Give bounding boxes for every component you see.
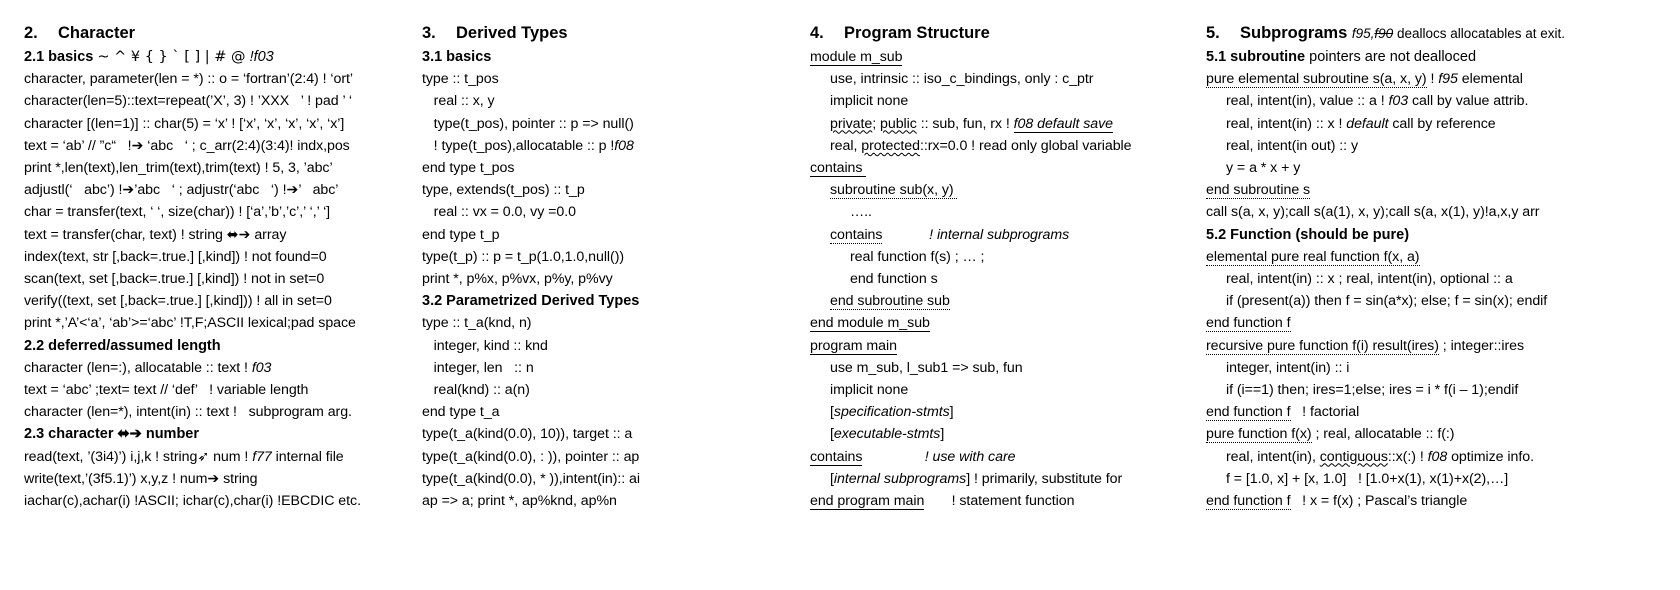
- code-line: real, intent(in) :: x ; real, intent(in), optional :: a: [1226, 271, 1513, 288]
- code-line: verify((text, set [,back=.true.] [,kind])) ! all in set=0: [24, 293, 332, 310]
- code-line: end function s: [850, 271, 938, 288]
- code-line: [1206, 246, 1676, 268]
- placeholder-internal-subprograms: internal subprograms: [833, 470, 967, 487]
- keyword-elemental-pure-function: elemental pure real function f(x, a): [1206, 248, 1420, 265]
- code-line: f = [1.0, x] + [x, 1.0] ! [1.0+x(1), x(1)+x(2),…]: [1226, 470, 1509, 487]
- code-line: ap => a; print *, ap%knd, ap%n: [422, 493, 617, 510]
- code-line: character (len=:), allocatable :: text ! f03: [24, 359, 272, 376]
- code-line: pure elemental subroutine s(a, x, y) ! f95 elemental: [1206, 71, 1523, 88]
- code-line: [810, 446, 1196, 468]
- subheading-2-1: 2.1 basics ~ ^ ¥ { } ` [ ] | # @ !f03: [24, 49, 274, 65]
- code-line: implicit none: [830, 93, 909, 110]
- code-line: text = ‘abc’ ;text= text // ‘def’ ! variable length: [24, 382, 309, 399]
- code-line: real :: vx = 0.0, vy =0.0: [422, 204, 576, 221]
- std-tag-f08: f08: [614, 137, 634, 154]
- std-tag-f03: f03: [251, 359, 272, 376]
- code-line: type(t_a(kind(0.0), 10)), target :: a: [422, 426, 633, 443]
- keyword-subroutine-sub: subroutine sub(x, y): [830, 182, 958, 199]
- code-line: text = ‘ab’ // ”c“ !➔ ‘abc ‘ ; c_arr(2:4)(3:4)! indx,pos: [24, 137, 350, 154]
- code-line: end type t_p: [422, 226, 500, 243]
- code-line: [810, 179, 1196, 201]
- section-heading-derived-types: [422, 22, 798, 45]
- subheading-3-2: 3.2 Parametrized Derived Types: [422, 293, 640, 310]
- code-line: [810, 312, 1196, 334]
- std-tag-f95: f95,: [1351, 26, 1375, 41]
- comment: ! x = f(x) ; Pascal’s triangle: [1290, 493, 1468, 510]
- code-line: adjustl(‘ abc’) !➔’abc ‘ ; adjustr(‘abc ‘) !➔’ abc’: [24, 182, 339, 199]
- section-heading-subprograms: [1206, 22, 1676, 45]
- code-line: …..: [850, 204, 872, 221]
- subheading-2-3: 2.3 character ⬌➔ number: [24, 426, 200, 443]
- code-line: real, intent(in), value :: a ! f03 call by value attrib.: [1226, 93, 1529, 110]
- subheading-5-1: 5.1 subroutine pointers are not dealloced: [1206, 49, 1477, 65]
- code-line: [specification-stmts]: [830, 404, 954, 421]
- code-line: type :: t_a(knd, n): [422, 315, 532, 332]
- code-line: real, intent(in) :: x ! default call by reference: [1226, 115, 1496, 132]
- note: elemental: [1457, 71, 1523, 88]
- keyword-contiguous: contiguous: [1319, 448, 1388, 465]
- code-line: [810, 290, 1196, 312]
- code-line: integer, kind :: knd: [422, 337, 548, 354]
- column-subprograms: [1198, 22, 1680, 512]
- code-line: [1206, 401, 1676, 423]
- code-line: [internal subprograms] ! primarily, substitute for: [830, 470, 1123, 487]
- comment: ! use with care: [924, 448, 1016, 465]
- code-line: private; public :: sub, fun, rx ! f08 default save: [830, 115, 1114, 132]
- right-arrow-icon: ➶: [197, 448, 210, 465]
- code-line: call s(a, x, y);call s(a(1), x, y);call s(a, x(1), y)!a,x,y arr: [1206, 204, 1540, 221]
- note: call by reference: [1388, 115, 1496, 132]
- code-line: [1206, 335, 1676, 357]
- special-characters: ~ ^ ¥ { } ` [ ] | # @: [97, 49, 246, 65]
- comment: ! statement function: [951, 493, 1075, 510]
- placeholder-executable-stmts: executable-stmts: [833, 426, 941, 443]
- section-heading-program-structure: [810, 22, 1196, 45]
- code-line: write(text,’(3f5.1)’) x,y,z ! num➔ string: [24, 470, 258, 487]
- code-line: type(t_p) :: p = t_p(1.0,1.0,null()): [422, 248, 625, 265]
- code-line: iachar(c),achar(i) !ASCII; ichar(c),char(i) !EBCDIC etc.: [24, 493, 361, 510]
- subheading-3-1: 3.1 basics: [422, 49, 492, 65]
- std-tag-f90-struck: f90: [1374, 26, 1394, 41]
- keyword-end-module: end module m_sub: [810, 315, 930, 332]
- keyword-contains: contains: [810, 160, 867, 177]
- code-line: type(t_a(kind(0.0), : )), pointer :: ap: [422, 448, 640, 465]
- code-line: integer, len :: n: [422, 359, 534, 376]
- column-derived-types: [412, 22, 800, 512]
- note: optimize info.: [1447, 448, 1534, 465]
- code-line: [1206, 312, 1676, 334]
- keyword-end-program-main: end program main: [810, 493, 925, 510]
- code-line: ! type(t_pos),allocatable :: p !f08: [422, 137, 634, 154]
- keyword-end-function-f: end function f: [1206, 493, 1291, 510]
- code-line: type(t_a(kind(0.0), * )),intent(in):: ai: [422, 470, 640, 487]
- code-line: print *,len(text),len_trim(text),trim(text) ! 5, 3, ’abc’: [24, 160, 333, 177]
- keyword-end-subroutine-s: end subroutine s: [1206, 182, 1311, 199]
- keyword-contains-main: contains: [810, 448, 863, 465]
- code-line: [810, 224, 1196, 246]
- code-line: type :: t_pos: [422, 71, 499, 88]
- subheading-5-2: 5.2 Function (should be pure): [1206, 226, 1410, 243]
- std-tag-f03: !f03: [249, 49, 274, 65]
- keyword-end-function-f: end function f: [1206, 404, 1291, 421]
- code-tail: ; real, allocatable :: f(:): [1311, 426, 1455, 443]
- code-line: if (present(a)) then f = sin(a*x); else; f = sin(x); endif: [1226, 293, 1548, 310]
- std-tag-f95: f95: [1438, 71, 1458, 88]
- code-line: real, protected::rx=0.0 ! read only global variable: [830, 137, 1132, 154]
- comment: ! internal subprograms: [929, 226, 1070, 243]
- code-line: [810, 46, 1196, 68]
- column-program-structure: [800, 22, 1198, 512]
- keyword-module: module m_sub: [810, 49, 903, 65]
- std-tag-f77: f77: [252, 448, 272, 465]
- section-heading-character: [24, 22, 410, 45]
- keyword-end-subroutine-sub: end subroutine sub: [830, 293, 950, 310]
- code-line: y = a * x + y: [1226, 160, 1301, 177]
- code-line: if (i==1) then; ires=1;else; ires = i * f(i – 1);endif: [1226, 382, 1519, 399]
- code-line: read(text, ’(3i4)’) i,j,k ! string➶ num ! f77 internal file: [24, 448, 344, 465]
- section-title: Subprograms: [1240, 24, 1348, 42]
- placeholder-specification-stmts: specification-stmts: [833, 404, 950, 421]
- note-should-be-pure: (should be pure): [1295, 226, 1410, 243]
- code-line: character(len=5)::text=repeat(’X’, 3) ! ’XXX ’ ! pad ’ ‘: [24, 93, 353, 110]
- section-number: 4.: [810, 24, 824, 42]
- code-line: index(text, str [,back=.true.] [,kind]) ! not found=0: [24, 248, 327, 265]
- code-line: type, extends(t_pos) :: t_p: [422, 182, 585, 199]
- code-line: [1206, 179, 1676, 201]
- column-character: [0, 22, 412, 512]
- code-line: type(t_pos), pointer :: p => null(): [422, 115, 634, 132]
- keyword-recursive-pure-function: recursive pure function f(i) result(ires): [1206, 337, 1439, 354]
- keyword-program-main: program main: [810, 337, 897, 354]
- code-line: character [(len=1)] :: char(5) = ‘x’ ! [‘x’, ‘x’, ‘x’, ‘x’, ‘x’]: [24, 115, 345, 132]
- comment: ! primarily, substitute for: [973, 470, 1123, 487]
- code-line: [810, 335, 1196, 357]
- code-line: real, intent(in), contiguous::x(:) ! f08 optimize info.: [1226, 448, 1534, 465]
- keyword-end-function-f: end function f: [1206, 315, 1291, 332]
- keyword-default: default: [1346, 115, 1389, 132]
- code-line: real, intent(in out) :: y: [1226, 137, 1359, 154]
- code-line: use, intrinsic :: iso_c_bindings, only : c_ptr: [830, 71, 1094, 88]
- section-title: Derived Types: [456, 24, 568, 42]
- code-line: end type t_pos: [422, 160, 515, 177]
- subheading-2-2: 2.2 deferred/assumed length: [24, 337, 221, 354]
- code-line: [810, 490, 1196, 512]
- code-line: char = transfer(text, ‘ ‘, size(char)) ! [‘a’,’b’,’c’,’ ‘,’ ‘]: [24, 204, 331, 221]
- section-title: Program Structure: [844, 24, 990, 42]
- section-title: Character: [58, 24, 136, 42]
- note-f08-default-save: f08 default save: [1013, 115, 1114, 132]
- section-number: 3.: [422, 24, 436, 42]
- note-pointers: pointers are not dealloced: [1309, 49, 1477, 65]
- code-line: [1206, 490, 1676, 512]
- code-line: end type t_a: [422, 404, 500, 421]
- keyword-protected: protected: [861, 137, 920, 154]
- code-line: character (len=*), intent(in) :: text ! subprogram arg.: [24, 404, 352, 421]
- code-line: print *,’A’<‘a’, ‘ab’>=‘abc’ !T,F;ASCII lexical;pad space: [24, 315, 356, 332]
- code-line: integer, intent(in) :: i: [1226, 359, 1350, 376]
- code-line: real :: x, y: [422, 93, 495, 110]
- keyword-private: private: [830, 115, 873, 132]
- code-line: implicit none: [830, 382, 909, 399]
- code-line: print *, p%x, p%vx, p%y, p%vy: [422, 271, 613, 288]
- comment: ! factorial: [1290, 404, 1360, 421]
- keyword-contains-nested: contains: [830, 226, 883, 243]
- code-line: [executable-stmts]: [830, 426, 945, 443]
- std-tag-f08: f08: [1427, 448, 1448, 465]
- heading-note: deallocs allocatables at exit.: [1393, 26, 1566, 41]
- std-tag-f03: f03: [1388, 93, 1409, 110]
- code-line: use m_sub, l_sub1 => sub, fun: [830, 359, 1023, 376]
- code-line: scan(text, set [,back=.true.] [,kind]) ! not in set=0: [24, 271, 325, 288]
- code-line: text = transfer(char, text) ! string ⬌➔ array: [24, 226, 287, 243]
- code-tail: ; integer::ires: [1438, 337, 1525, 354]
- code-line: real function f(s) ; … ;: [850, 248, 985, 265]
- note: call by value attrib.: [1408, 93, 1529, 110]
- section-number: 2.: [24, 24, 38, 42]
- section-number: 5.: [1206, 24, 1220, 42]
- code-line: character, parameter(len = *) :: o = ‘fortran’(2:4) ! ‘ort’: [24, 71, 354, 88]
- keyword-pure-function-f: pure function f(x): [1206, 426, 1312, 443]
- keyword-pure-elemental-subroutine: pure elemental subroutine s(a, x, y): [1206, 71, 1427, 88]
- keyword-public: public: [880, 115, 917, 132]
- card-columns: [0, 22, 1680, 512]
- code-line: [1206, 423, 1676, 445]
- code-line: [810, 157, 1196, 179]
- code-line: real(knd) :: a(n): [422, 382, 530, 399]
